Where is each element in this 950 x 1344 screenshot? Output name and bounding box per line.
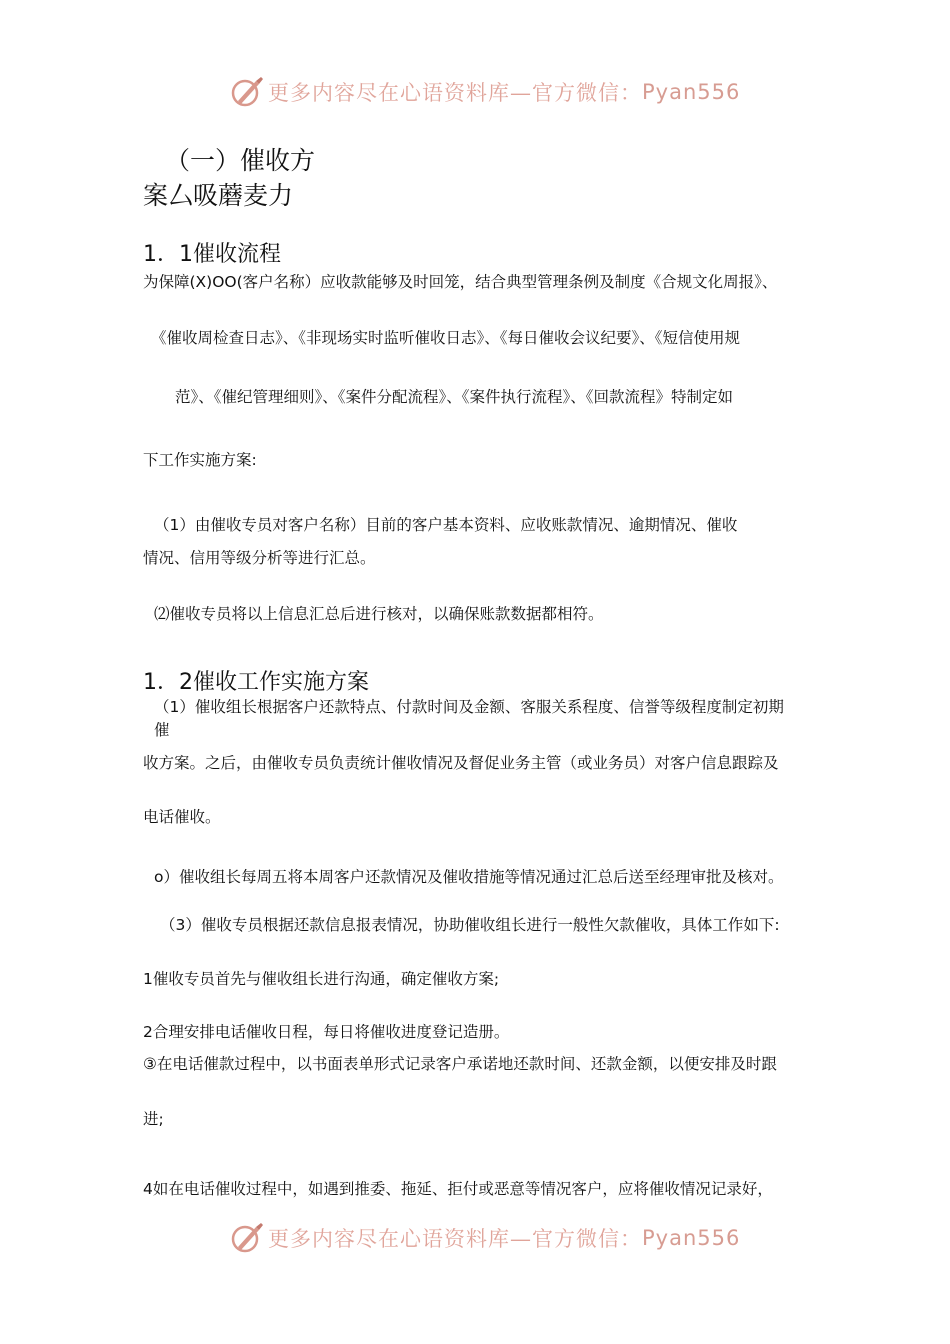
section1-item1-line1: （1）由催收专员对客户名称）目前的客户基本资料、应收账款情况、逾期情况、催收 [154, 516, 738, 534]
pen-logo-icon [230, 75, 264, 109]
watermark-id: Pyan556 [642, 80, 741, 104]
section1-item2: ⑵催收专员将以上信息汇总后进行核对，以确保账款数据都相符。 [154, 605, 604, 623]
title-line1: （一）催收方 [165, 146, 316, 175]
section1-intro-line4: 下工作实施方案: [143, 451, 257, 469]
section2-step4: 4如在电话催收过程中，如遇到推委、拖延、拒付或恶意等情况客户，应将催收情况记录好， [143, 1180, 773, 1198]
section1-intro-line1: 为保障(X)OO(客户名称）应收款能够及时回笼，结合典型管理条例及制度《合规文化周报》、 [143, 273, 778, 291]
section2-heading: 1．2催收工作实施方案 [143, 670, 369, 695]
section1-intro-line2: 《催收周检查日志》、《非现场实时监听催收日志》、《每日催收会议纪要》、《短信使用规 [151, 329, 741, 347]
section2-step3-cont: 进; [143, 1110, 164, 1128]
watermark-bottom [230, 1221, 740, 1255]
section2-step3: ③在电话催款过程中，以书面表单形式记录客户承诺地还款时间、还款金额，以便安排及时跟 [143, 1055, 777, 1073]
watermark-top [230, 75, 740, 109]
watermark-text: 更多内容尽在心语资料库—官方微信： [268, 81, 642, 105]
watermark-text: 更多内容尽在心语资料库—官方微信： [268, 1227, 642, 1251]
section2-item1-line3: 收方案。之后，由催收专员负责统计催收情况及督促业务主管（或业务员）对客户信息跟踪及 [143, 754, 779, 772]
section2-item1-line2: 催 [154, 721, 170, 739]
section1-item1-line2: 情况、信用等级分析等进行汇总。 [143, 549, 376, 567]
section2-item1-line1: （1）催收组长根据客户还款特点、付款时间及金额、客服关系程度、信誉等级程度制定初期 [154, 698, 784, 716]
section2-item2: o）催收组长每周五将本周客户还款情况及催收措施等情况通过汇总后送至经理审批及核对。 [154, 868, 784, 886]
title-line2: 案厶吸蘑麦力 [143, 181, 294, 210]
section1-intro-line3: 范》、《催纪管理细则》、《案件分配流程》、《案件执行流程》、《回款流程》特制定如 [175, 388, 734, 406]
section2-item1-line4: 电话催收。 [143, 808, 221, 826]
pen-logo-icon [230, 1221, 264, 1255]
section2-step2: 2合理安排电话催收日程，每日将催收进度登记造册。 [143, 1023, 510, 1041]
section2-item3: （3）催收专员根据还款信息报表情况，协助催收组长进行一般性欠款催收，具体工作如下: [160, 916, 780, 934]
watermark-id: Pyan556 [642, 1226, 741, 1250]
section1-heading: 1．1催收流程 [143, 242, 281, 267]
section2-step1: 1催收专员首先与催收组长进行沟通，确定催收方案; [143, 970, 500, 988]
